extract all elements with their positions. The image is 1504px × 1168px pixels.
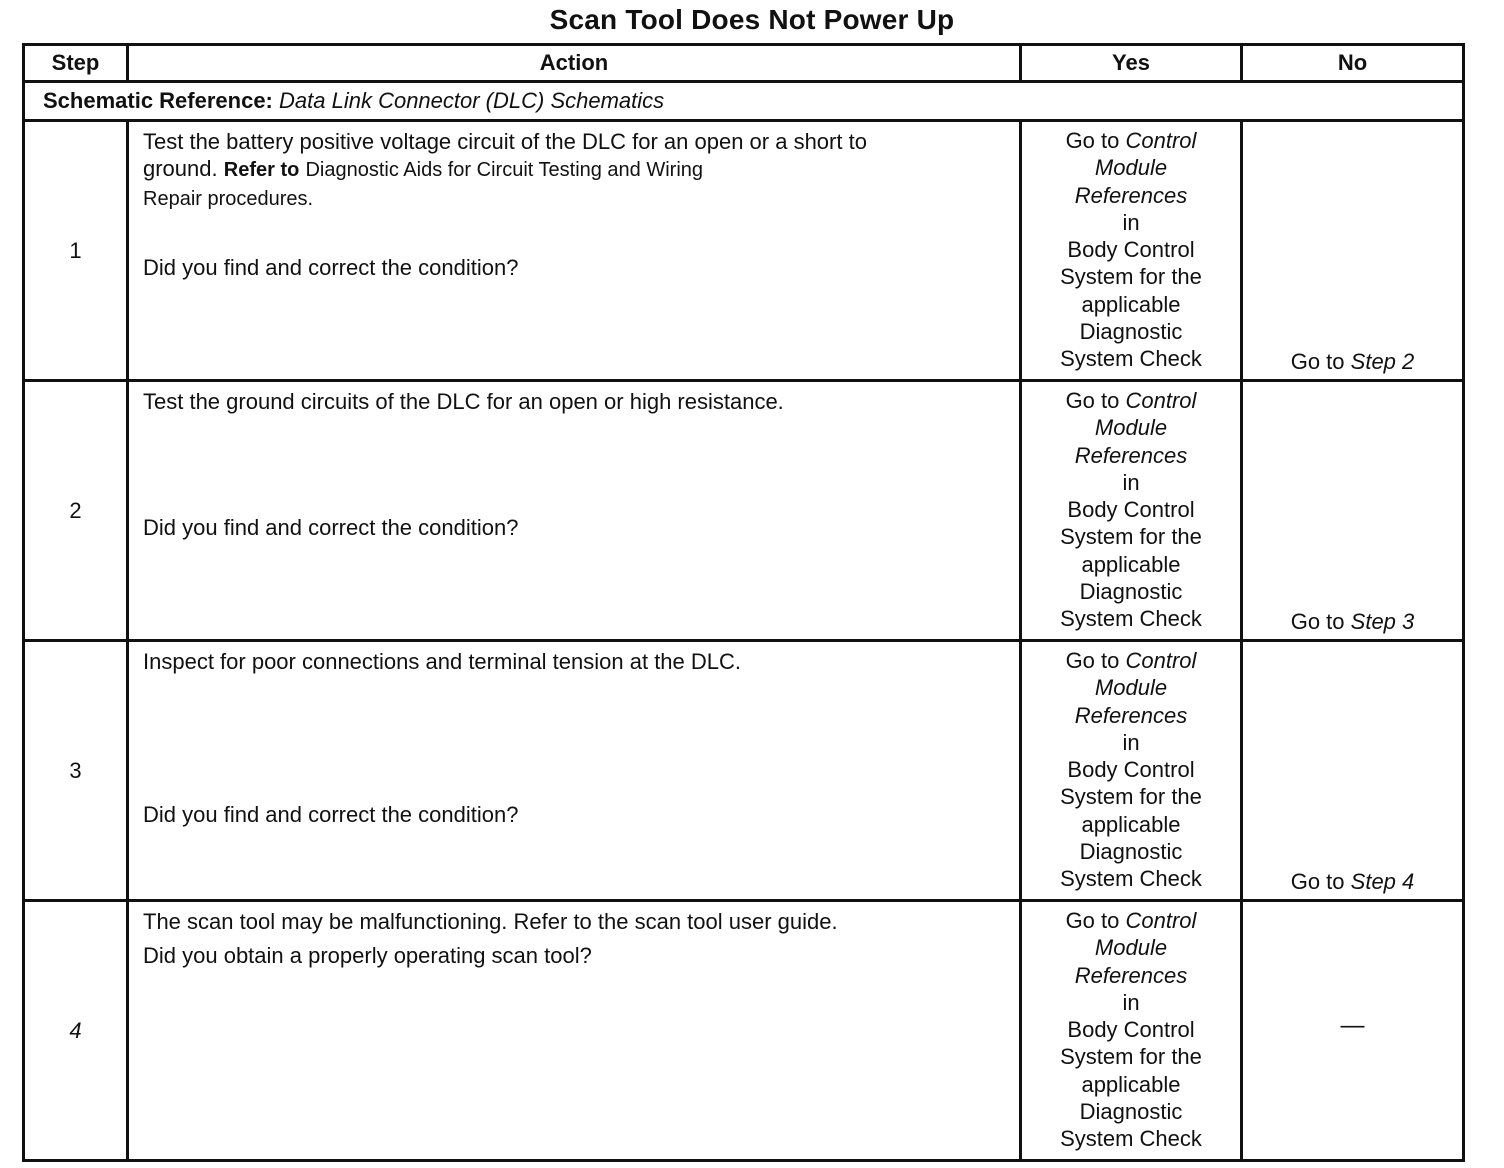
action-line: Repair procedures. xyxy=(143,188,314,210)
header-yes: Yes xyxy=(1021,45,1242,82)
schematic-label: Schematic Reference: xyxy=(43,88,273,113)
control-module-reference-link: Control xyxy=(1125,388,1197,413)
schematic-link: Data Link Connector (DLC) Schematics xyxy=(279,88,665,113)
table-row xyxy=(24,381,1464,641)
header-action: Action xyxy=(128,45,1021,82)
control-module-reference-link: Control xyxy=(1125,908,1197,933)
table-row xyxy=(24,901,1464,1161)
header-step: Step xyxy=(24,45,128,82)
action-text: Test the ground circuits of the DLC for an open or high resistance. xyxy=(143,389,784,414)
no-dash: — xyxy=(1340,1012,1365,1039)
question-text: Did you find and correct the condition? xyxy=(143,255,519,280)
action-text: Inspect for poor connections and terminal tension at the DLC. xyxy=(143,649,742,674)
action-cell xyxy=(128,121,1021,381)
step-link: Step 3 xyxy=(1350,609,1415,634)
yes-cell: Go to Control Module References in Body Control System for the applicable Diagnostic System Check xyxy=(1021,381,1242,641)
diagnostic-table xyxy=(22,43,1465,1162)
schematic-row xyxy=(24,82,1464,121)
question-text: Did you obtain a properly operating scan tool? xyxy=(143,943,592,968)
yes-cell: Go to Control Module References in Body Control System for the applicable Diagnostic System Check xyxy=(1021,121,1242,381)
yes-cell: Go to Control Module References in Body Control System for the applicable Diagnostic System Check xyxy=(1021,641,1242,901)
yes-cell: Go to Control Module References in Body Control System for the applicable Diagnostic System Check xyxy=(1021,901,1242,1161)
action-text: The scan tool may be malfunctioning. Refer to the scan tool user guide. xyxy=(143,909,838,934)
action-cell xyxy=(128,641,1021,901)
step-number: 1 xyxy=(24,121,128,381)
header-no: No xyxy=(1242,45,1464,82)
action-cell xyxy=(128,901,1021,1161)
schematic-reference xyxy=(24,82,1464,121)
step-number: 4 xyxy=(24,901,128,1161)
table-row xyxy=(24,121,1464,381)
table-row xyxy=(24,641,1464,901)
header-row xyxy=(24,45,1464,82)
no-cell xyxy=(1242,121,1464,381)
no-cell xyxy=(1242,641,1464,901)
action-cell xyxy=(128,381,1021,641)
no-cell xyxy=(1242,901,1464,1161)
no-goto: Go to Step 2 xyxy=(1290,349,1415,374)
control-module-reference-link: Control xyxy=(1125,128,1197,153)
action-text xyxy=(143,128,1009,213)
no-goto: Go to Step 4 xyxy=(1290,869,1415,894)
question-text: Did you find and correct the condition? xyxy=(143,515,519,540)
step-link: Step 4 xyxy=(1350,869,1415,894)
refer-to-label: Refer to xyxy=(223,159,300,181)
control-module-reference-link: Control xyxy=(1125,648,1197,673)
action-line: Test the battery positive voltage circuit of the DLC for an open or a short to xyxy=(143,129,867,154)
action-line: ground. xyxy=(143,156,218,181)
no-cell xyxy=(1242,381,1464,641)
diagnostic-aids-reference: Diagnostic Aids for Circuit Testing and Wiring xyxy=(305,159,704,181)
step-number: 3 xyxy=(24,641,128,901)
step-link: Step 2 xyxy=(1350,349,1415,374)
page-title: Scan Tool Does Not Power Up xyxy=(549,4,955,35)
no-goto: Go to Step 3 xyxy=(1290,609,1415,634)
question-text: Did you find and correct the condition? xyxy=(143,802,519,827)
step-number: 2 xyxy=(24,381,128,641)
